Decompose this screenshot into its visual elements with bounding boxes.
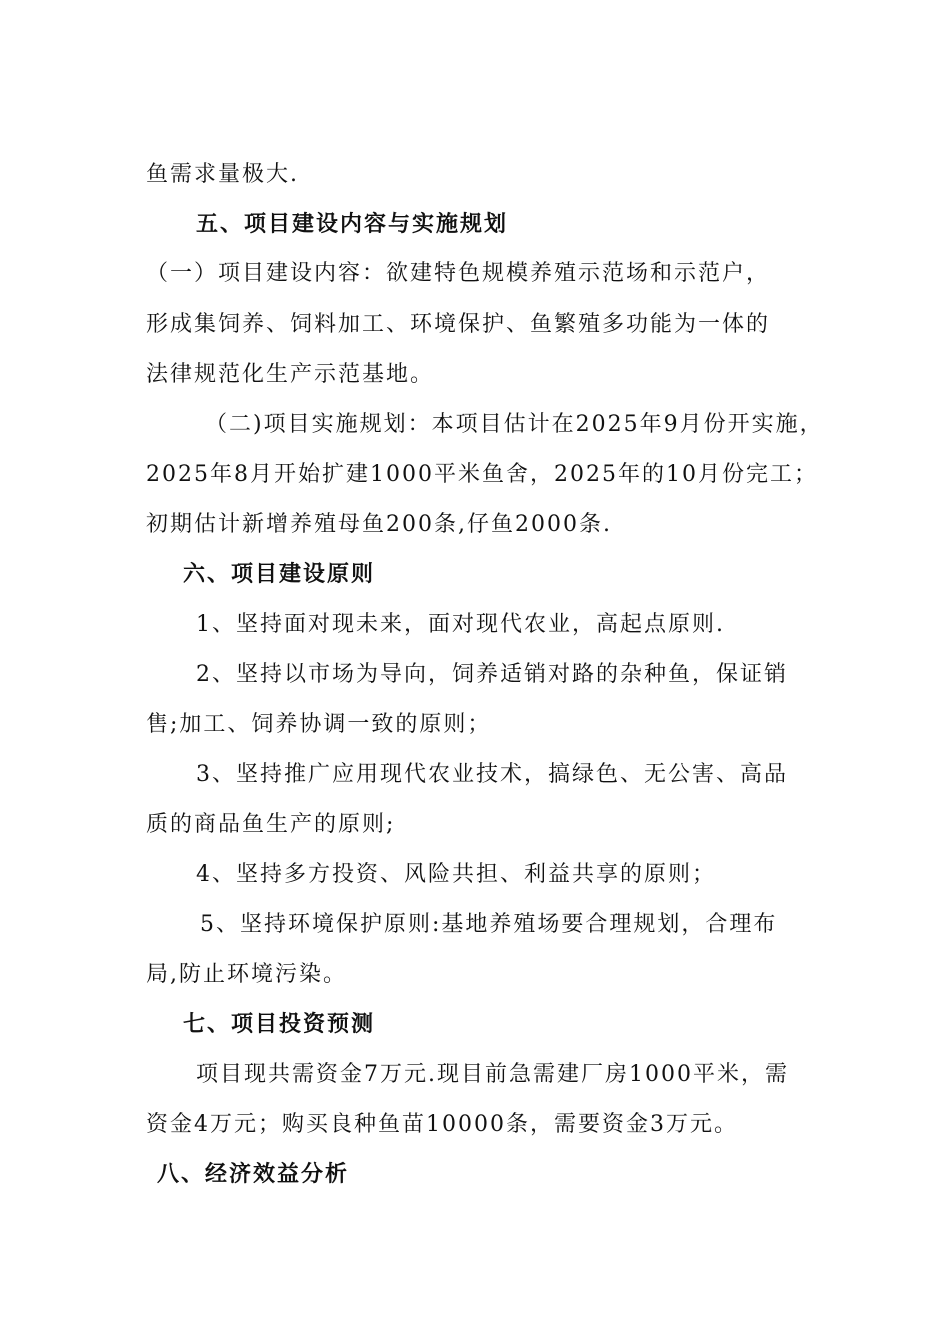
paragraph-line: 售;加工、饲养协调一致的原则； — [146, 712, 492, 737]
paragraph-line: 资金4万元；购买良种鱼苗10000条，需要资金3万元。 — [146, 1112, 738, 1137]
paragraph-line: 形成集饲养、饲料加工、环境保护、鱼繁殖多功能为一体的 — [146, 312, 771, 337]
paragraph-line: 质的商品鱼生产的原则; — [146, 812, 396, 837]
paragraph-line: 5、坚持环境保护原则:基地养殖场要合理规划，合理布 — [200, 912, 778, 937]
paragraph-line: 鱼需求量极大. — [146, 162, 299, 187]
section-heading-7: 七、项目投资预测 — [183, 1012, 376, 1037]
section-heading-8: 八、经济效益分析 — [157, 1162, 350, 1187]
section-heading-6: 六、项目建设原则 — [183, 562, 376, 587]
paragraph-line: 2025年8月开始扩建1000平米鱼舍，2025年的10月份完工； — [146, 462, 818, 487]
paragraph-line: 初期估计新增养殖母鱼200条,仔鱼2000条. — [146, 512, 612, 537]
paragraph-line: 3、坚持推广应用现代农业技术，搞绿色、无公害、高品 — [196, 762, 788, 787]
paragraph-line: 2、坚持以市场为导向，饲养适销对路的杂种鱼，保证销 — [196, 662, 788, 687]
paragraph-line: 1、坚持面对现未来，面对现代农业，高起点原则. — [196, 612, 725, 637]
paragraph-line: 4、坚持多方投资、风险共担、利益共享的原则； — [196, 862, 716, 887]
paragraph-line: 项目现共需资金7万元.现目前急需建厂房1000平米，需 — [196, 1062, 789, 1087]
paragraph-line: （一）项目建设内容：欲建特色规模养殖示范场和示范户， — [146, 261, 771, 286]
paragraph-line: 法律规范化生产示范基地。 — [146, 362, 435, 387]
paragraph-line: 局,防止环境污染。 — [146, 962, 347, 987]
section-heading-5: 五、项目建设内容与实施规划 — [196, 212, 509, 237]
paragraph-line: （二)项目实施规划：本项目估计在2025年9月份开实施， — [205, 412, 824, 437]
